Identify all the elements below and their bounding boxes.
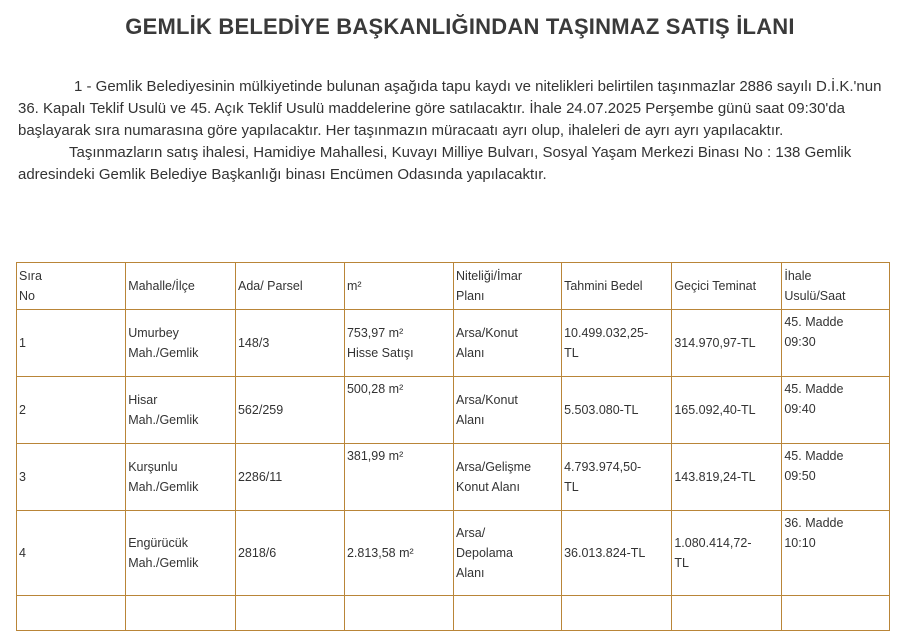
cell-nitelik: Arsa/ Depolama Alanı [454,511,562,596]
cell-empty [454,596,562,631]
cell-m2: 500,28 m² [344,377,453,444]
cell-empty [562,596,672,631]
cell-empty [672,596,782,631]
table-row [17,511,890,596]
cell-gecici-teminat: 165.092,40-TL [672,377,782,444]
table-row [17,596,890,631]
cell-tahmini-bedel: 10.499.032,25- TL [562,310,672,377]
cell-ihale-usulu: 45. Madde 09:30 [782,310,890,377]
cell-empty [782,596,890,631]
cell-ihale-usulu: 45. Madde 09:40 [782,377,890,444]
cell-m2: 753,97 m² Hisse Satışı [344,310,453,377]
cell-sira: 3 [17,444,126,511]
header-ihale-usulu: İhale Usulü/Saat [782,263,890,310]
header-mahalle: Mahalle/İlçe [126,263,236,310]
cell-sira: 2 [17,377,126,444]
cell-m2: 381,99 m² [344,444,453,511]
cell-gecici-teminat: 314.970,97-TL [672,310,782,377]
header-m2: m² [344,263,453,310]
header-gecici-teminat: Geçici Teminat [672,263,782,310]
announcement-body [18,76,888,186]
announcement-paragraph: 1 - Gemlik Belediyesinin mülkiyetinde bulunan aşağıda tapu kaydı ve nitelikleri belirtilen taşınmazlar 2886 sayılı D.İ.K.'nun 36. Kapalı Teklif Usulü ve 45. Açık Teklif Usulü maddelerine göre satılacaktır. İhale 24.07.2025 Perşembe günü saat 09:30'da başlayarak sıra numarasına göre yapılacaktır. Her taşınmazın müracaatı ayrı olup, ihaleleri de ayrı ayrı yapılacaktır. [18,78,882,139]
cell-sira: 1 [17,310,126,377]
cell-m2: 2.813,58 m² [344,511,453,596]
header-ada-parsel: Ada/ Parsel [235,263,344,310]
announcement-paragraph: Taşınmazların satış ihalesi, Hamidiye Mahallesi, Kuvayı Milliye Bulvarı, Sosyal Yaşam Merkezi Binası No : 138 Gemlik adresindeki Gemlik Belediye Başkanlığı binası Encümen Odasında yapılacaktır. [18,144,852,183]
header-sira-no: Sıra No [17,263,126,310]
header-nitelik: Niteliği/İmar Planı [454,263,562,310]
cell-gecici-teminat: 143.819,24-TL [672,444,782,511]
table-header-row [17,263,890,310]
cell-ihale-usulu: 45. Madde 09:50 [782,444,890,511]
table-row [17,377,890,444]
cell-ada-parsel: 2818/6 [235,511,344,596]
cell-ada-parsel: 2286/11 [235,444,344,511]
cell-tahmini-bedel: 5.503.080-TL [562,377,672,444]
cell-empty [17,596,126,631]
cell-tahmini-bedel: 36.013.824-TL [562,511,672,596]
cell-empty [235,596,344,631]
cell-ihale-usulu: 36. Madde 10:10 [782,511,890,596]
cell-gecici-teminat: 1.080.414,72- TL [672,511,782,596]
cell-nitelik: Arsa/Konut Alanı [454,310,562,377]
header-tahmini-bedel: Tahmini Bedel [562,263,672,310]
table-row [17,310,890,377]
cell-mahalle: Engürücük Mah./Gemlik [126,511,236,596]
cell-empty [126,596,236,631]
page-title: GEMLİK BELEDİYE BAŞKANLIĞINDAN TAŞINMAZ SATIŞ İLANI [125,14,795,39]
cell-ada-parsel: 562/259 [235,377,344,444]
cell-nitelik: Arsa/Gelişme Konut Alanı [454,444,562,511]
cell-mahalle: Hisar Mah./Gemlik [126,377,236,444]
cell-tahmini-bedel: 4.793.974,50- TL [562,444,672,511]
table-row [17,444,890,511]
cell-ada-parsel: 148/3 [235,310,344,377]
cell-empty [344,596,453,631]
cell-sira: 4 [17,511,126,596]
cell-nitelik: Arsa/Konut Alanı [454,377,562,444]
property-table [16,262,890,631]
cell-mahalle: Kurşunlu Mah./Gemlik [126,444,236,511]
cell-mahalle: Umurbey Mah./Gemlik [126,310,236,377]
